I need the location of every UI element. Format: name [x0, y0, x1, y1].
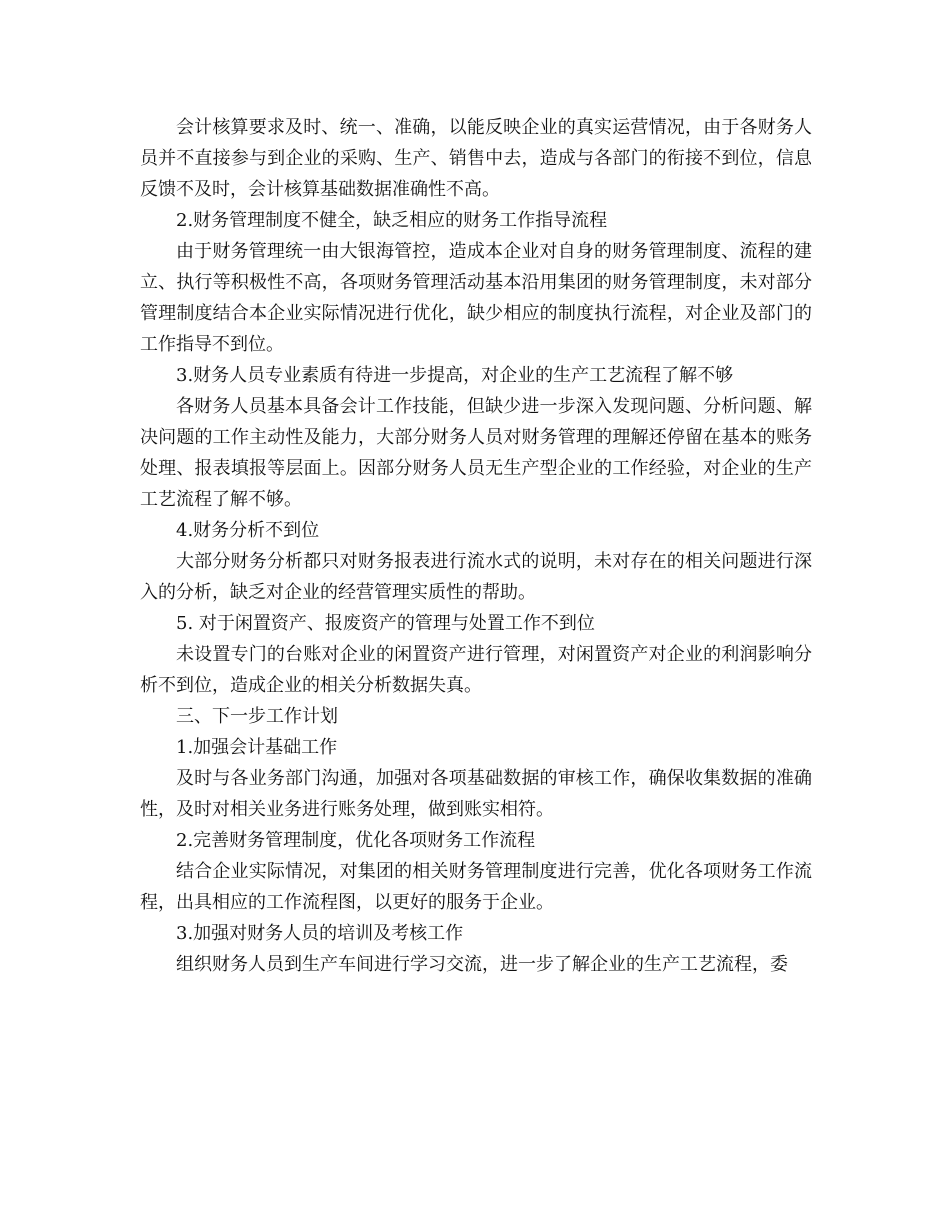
heading-improve-system: 2.完善财务管理制度，优化各项财务工作流程 [176, 830, 536, 851]
paragraph-system-incomplete: 由于财务管理统一由大银海管控，造成本企业对自身的财务管理制度、流程的建立、执行等积极性不高，各项财务管理活动基本沿用集团的财务管理制度，未对部分管理制度结合本企业实际情况进行优化，缺少相应的制度执行流程，对企业及部门的工作指导不到位。 [140, 241, 812, 355]
heading-basic-work: 1.加强会计基础工作 [176, 737, 338, 758]
heading-idle-assets: 5. 对于闲置资产、报废资产的管理与处置工作不到位 [176, 613, 595, 634]
heading-system-incomplete: 2.财务管理制度不健全，缺乏相应的财务工作指导流程 [176, 210, 608, 231]
paragraph-accounting-issue: 会计核算要求及时、统一、准确，以能反映企业的真实运营情况，由于各财务人员并不直接参与到企业的采购、生产、销售中去，造成与各部门的衔接不到位，信息反馈不及时，会计核算基础数据准确性不高。 [140, 117, 812, 200]
heading-staff-quality: 3.财务人员专业素质有待进一步提高，对企业的生产工艺流程了解不够 [176, 365, 734, 386]
paragraph-training: 组织财务人员到生产车间进行学习交流，进一步了解企业的生产工艺流程，委 [176, 954, 788, 975]
heading-analysis: 4.财务分析不到位 [176, 520, 320, 541]
paragraph-staff-quality: 各财务人员基本具备会计工作技能，但缺少进一步深入发现问题、分析问题、解决问题的工作主动性及能力，大部分财务人员对财务管理的理解还停留在基本的账务处理、报表填报等层面上。因部分财务人员无生产型企业的工作经验，对企业的生产工艺流程了解不够。 [140, 396, 812, 510]
heading-training: 3.加强对财务人员的培训及考核工作 [176, 923, 464, 944]
paragraph-basic-work: 及时与各业务部门沟通，加强对各项基础数据的审核工作，确保收集数据的准确性，及时对相关业务进行账务处理，做到账实相符。 [140, 768, 812, 820]
paragraph-improve-system: 结合企业实际情况，对集团的相关财务管理制度进行完善，优化各项财务工作流程，出具相应的工作流程图，以更好的服务于企业。 [140, 861, 812, 913]
section-heading-next-plan: 三、下一步工作计划 [176, 706, 338, 727]
paragraph-analysis: 大部分财务分析都只对财务报表进行流水式的说明，未对存在的相关问题进行深入的分析，缺乏对企业的经营管理实质性的帮助。 [140, 551, 812, 603]
paragraph-idle-assets: 未设置专门的台账对企业的闲置资产进行管理，对闲置资产对企业的利润影响分析不到位，造成企业的相关分析数据失真。 [140, 644, 812, 696]
document-body [140, 112, 812, 980]
